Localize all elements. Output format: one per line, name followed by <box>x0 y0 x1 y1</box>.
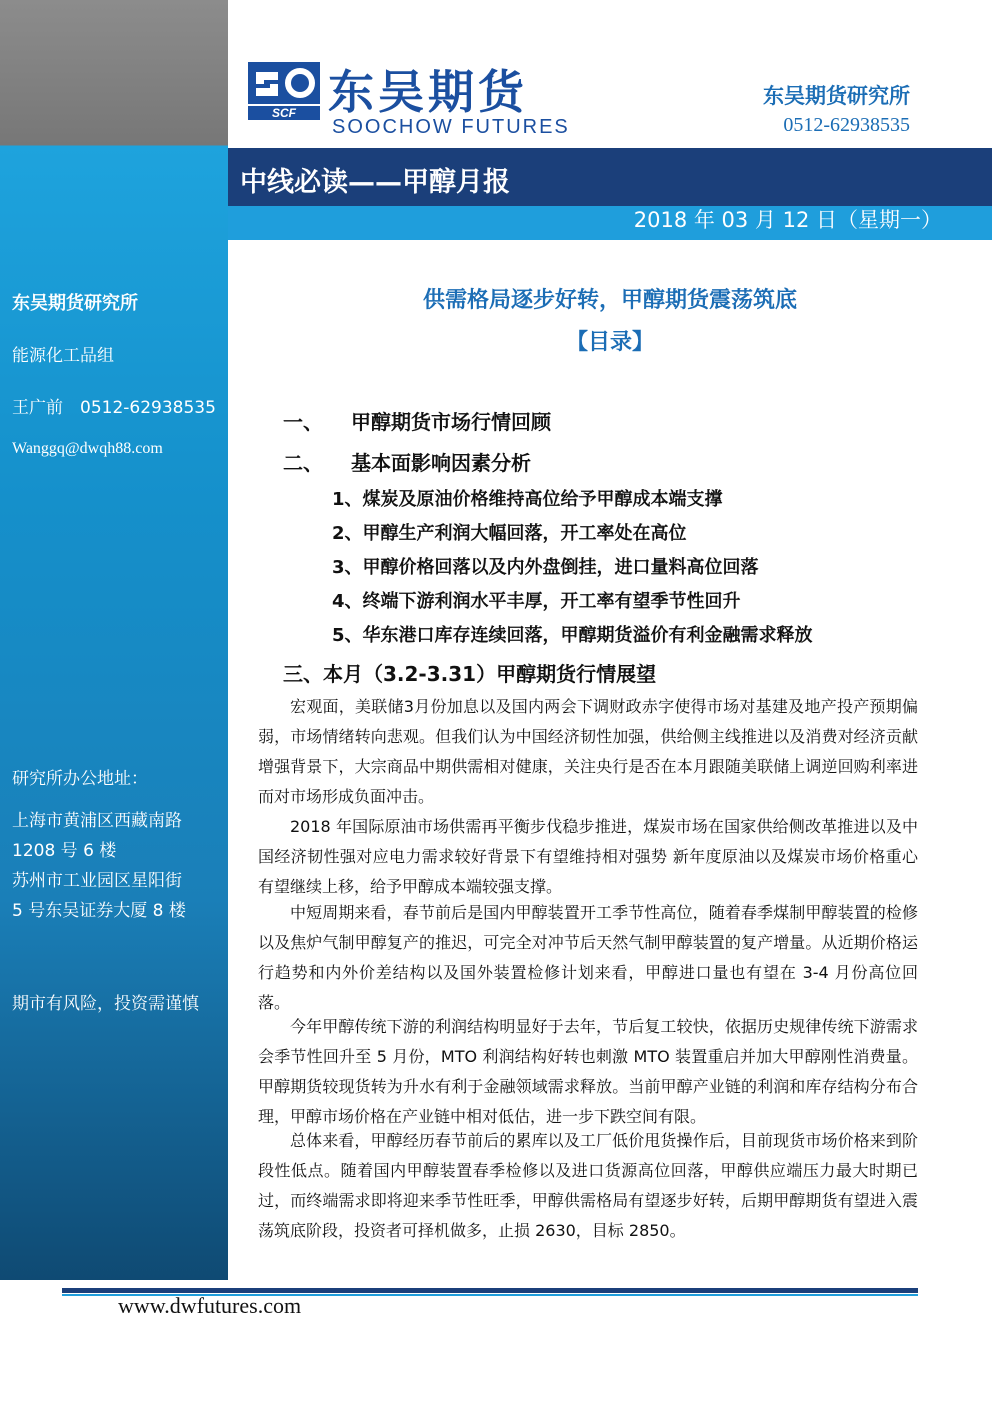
soochow-logo-icon <box>248 62 320 120</box>
sidebar-risk-warning: 期市有风险，投资需谨慎 <box>12 994 199 1014</box>
toc-title: 【目录】 <box>565 330 654 355</box>
sidebar-institute: 东吴期货研究所 <box>12 293 138 314</box>
body-paragraph: 总体来看，甲醇经历春节前后的累库以及工厂低价甩货操作后，目前现货市场价格来到阶段性低点。随着国内甲醇装置春季检修以及进口货源高位回落，甲醇供应端压力最大时期已过，而终端需求即将迎来季节性旺季，甲醇供需格局有望逐步好转，后期甲醇期货有望进入震荡筑底阶段，投资者可择机做多，止损 2630，目标 2850。 <box>258 1131 918 1240</box>
toc-subsection[interactable]: 3、甲醇价格回落以及内外盘倒挂，进口量料高位回落 <box>332 557 759 578</box>
toc-subsection[interactable]: 4、终端下游利润水平丰厚，开工率有望季节性回升 <box>332 591 741 612</box>
sidebar-address-line: 5 号东吴证券大厦 8 楼 <box>12 901 186 921</box>
banner-title: 中线必读——甲醇月报 <box>240 167 510 198</box>
toc-subsection[interactable]: 2、甲醇生产利润大幅回落，开工率处在高位 <box>332 523 687 544</box>
sidebar-address-line: 1208 号 6 楼 <box>12 841 117 861</box>
logo-text-en: SOOCHOW FUTURES <box>332 116 570 138</box>
toc-section-num: 一、 <box>283 410 323 434</box>
sidebar-email[interactable]: Wanggq@dwqh88.com <box>12 440 163 457</box>
sidebar-group: 能源化工品组 <box>12 346 114 366</box>
report-title: 供需格局逐步好转，甲醇期货震荡筑底 <box>422 288 797 313</box>
body-paragraph: 宏观面，美联储3月份加息以及国内两会下调财政赤字使得市场对基建及地产投产预期偏弱，市场情绪转向悲观。但我们认为中国经济韧性加强，供给侧主线推进以及消费对经济贡献增强背景下，大宗商品中期供需相对健康，关注央行是否在本月跟随美联储上调逆回购利率进而对市场形成负面冲击。 <box>258 697 918 806</box>
body-paragraph: 2018 年国际原油市场供需再平衡步伐稳步推进，煤炭市场在国家供给侧改革推进以及中国经济韧性强对应电力需求较好背景下有望维持相对强势 新年度原油以及煤炭市场价格重心有望继续上移，给予甲醇成本端较强支撑。 <box>258 817 918 896</box>
header-phone: 0512-62938535 <box>783 114 910 136</box>
toc-section-label: 甲醇期货市场行情回顾 <box>351 410 551 434</box>
body-paragraph: 今年甲醇传统下游的利润结构明显好于去年，节后复工较快，依据历史规律传统下游需求会季节性回升至 5 月份，MTO 利润结构好转也刺激 MTO 装置重启并加大甲醇刚性消费量。甲醇期货较现货转为升水有利于金融领域需求释放。当前甲醇产业链的利润和库存结构分布合理，甲醇市场价格在产业链中相对低估，进一步下跌空间有限。 <box>258 1017 918 1126</box>
toc-section-num: 二、 <box>283 451 323 475</box>
sidebar-address-line: 上海市黄浦区西藏南路 <box>12 811 182 831</box>
toc-subsection[interactable]: 5、华东港口库存连续回落，甲醇期货溢价有利金融需求释放 <box>332 625 813 646</box>
footer-website-link[interactable]: www.dwfutures.com <box>118 1293 302 1318</box>
header-institute: 东吴期货研究所 <box>763 84 910 108</box>
logo-text-cn: 东吴期货 <box>328 65 528 119</box>
toc-section[interactable] <box>283 447 531 476</box>
toc-section[interactable] <box>283 406 551 435</box>
left-sidebar <box>0 0 228 1280</box>
toc-section-label: 基本面影响因素分析 <box>351 451 531 475</box>
body-paragraph: 中短周期来看，春节前后是国内甲醇装置开工季节性高位，随着春季煤制甲醇装置的检修以及焦炉气制甲醇复产的推迟，可完全对冲节后天然气制甲醇装置的复产增量。从近期价格运行趋势和内外价差结构以及国外装置检修计划来看，甲醇进口量也有望在 3-4 月份高位回落。 <box>258 903 918 1012</box>
sidebar-analyst: 王广前 0512-62938535 <box>12 398 216 418</box>
toc-section-3[interactable]: 三、本月（3.2-3.31）甲醇期货行情展望 <box>283 662 657 686</box>
toc-subsection[interactable]: 1、煤炭及原油价格维持高位给予甲醇成本端支撑 <box>332 489 723 510</box>
logo-mark: SCF <box>272 106 296 120</box>
sidebar-address-line: 苏州市工业园区星阳街 <box>12 871 182 891</box>
report-date: 2018 年 03 月 12 日（星期一） <box>633 208 942 232</box>
sidebar-address-label: 研究所办公地址： <box>12 769 148 789</box>
